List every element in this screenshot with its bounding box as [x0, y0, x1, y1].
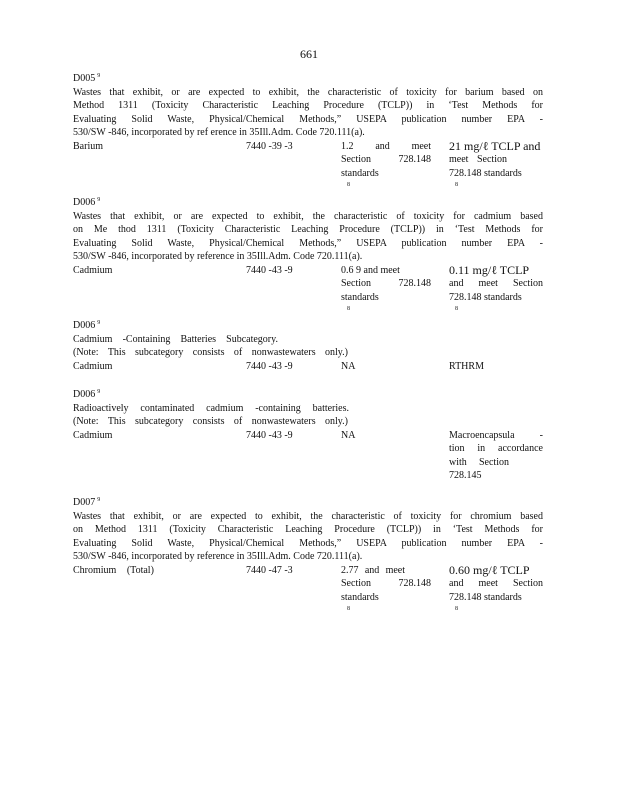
nonwastewater-standard: 0.60 mg/ℓ TCLP and meet Section 728.148 standards $^8$ — [449, 562, 543, 612]
cas-number: 7440 -47 -3 — [246, 564, 293, 576]
constituent-row — [73, 562, 543, 612]
waste-entry-d005-barium — [73, 72, 543, 188]
constituent-row — [73, 262, 543, 312]
constituent-name: Cadmium — [73, 360, 113, 372]
waste-code: D007 $^9$ — [73, 497, 101, 508]
cas-number: 7440 -43 -9 — [246, 264, 293, 276]
waste-code: D006 $^9$ — [73, 197, 101, 208]
constituent-name: Cadmium — [73, 264, 113, 276]
wastewater-standard: 0.6 9 and meet Section 728.148 standards $^8$ — [341, 264, 431, 312]
constituent-name: Chromium (Total) — [73, 564, 154, 576]
constituent-name: Barium — [73, 140, 103, 152]
nonwastewater-standard: Macroencapsula - tion in accordance with Section 728.145 — [449, 429, 543, 481]
constituent-row — [73, 360, 543, 374]
constituent-name: Cadmium — [73, 429, 113, 441]
wastewater-standard: NA — [341, 360, 356, 372]
waste-description: Wastes that exhibit, or are expected to exhibit, the characteristic of toxicity for cadmium based on Me thod 1311 (Toxicity Characteristic Leaching Procedure (TCLP)) in ‘Test Methods for Evaluating Solid Waste, Physical/Chemical Methods,” USEPA publication number EPA - 530/SW -846, incorporated by reference in 35Ill.Adm. Code 720.111(a). — [73, 210, 543, 262]
waste-entry-d006-cadmium — [73, 196, 543, 312]
constituent-row — [73, 429, 543, 481]
nonwastewater-standard: 21 mg/ℓ TCLP and meet Section 728.148 standards $^8$ — [449, 138, 541, 188]
waste-code: D006 $^9$ — [73, 389, 101, 400]
waste-code: D005 $^9$ — [73, 73, 101, 84]
constituent-row — [73, 138, 543, 188]
waste-code: D006 $^9$ — [73, 320, 101, 331]
waste-entry-d006-radioactive — [73, 388, 543, 481]
cas-number: 7440 -43 -9 — [246, 429, 293, 441]
wastewater-standard: NA — [341, 429, 356, 441]
waste-description: Radioactively contaminated cadmium -containing batteries. (Note: This subcategory consists of nonwastewaters only.) — [73, 402, 349, 427]
nonwastewater-standard: 0.11 mg/ℓ TCLP and meet Section 728.148 standards $^8$ — [449, 262, 543, 312]
waste-description: Cadmium -Containing Batteries Subcategory. (Note: This subcategory consists of nonwastewaters only.) — [73, 333, 348, 358]
wastewater-standard: 2.77 and meet Section 728.148 standards $^8$ — [341, 564, 431, 612]
wastewater-standard: 1.2 and meet Section 728.148 standards $^8$ — [341, 140, 431, 188]
cas-number: 7440 -43 -9 — [246, 360, 293, 372]
cas-number: 7440 -39 -3 — [246, 140, 293, 152]
waste-description: Wastes that exhibit, or are expected to exhibit, the characteristic of toxicity for chromium based on Method 1311 (Toxicity Characteristic Leaching Procedure (TCLP)) in ‘Test Methods for Evaluating Solid Waste, Physical/Chemical Methods,” USEPA publication number EPA - 530/SW -846, incorporated by reference in 35Ill.Adm. Code 720.111(a). — [73, 510, 543, 562]
waste-entry-d007-chromium — [73, 496, 543, 612]
page-number: 661 — [300, 47, 318, 61]
waste-description: Wastes that exhibit, or are expected to exhibit, the characteristic of toxicity for barium based on Method 1311 (Toxicity Characteristic Leaching Procedure (TCLP)) in ‘Test Methods for Evaluating Solid Waste, Physical/Chemical Methods,” USEPA publication number EPA - 530/SW -846, incorporated by ref erence in 35Ill.Adm. Code 720.111(a). — [73, 86, 543, 138]
nonwastewater-standard: RTHRM — [449, 360, 484, 372]
waste-entry-d006-batteries — [73, 319, 543, 373]
